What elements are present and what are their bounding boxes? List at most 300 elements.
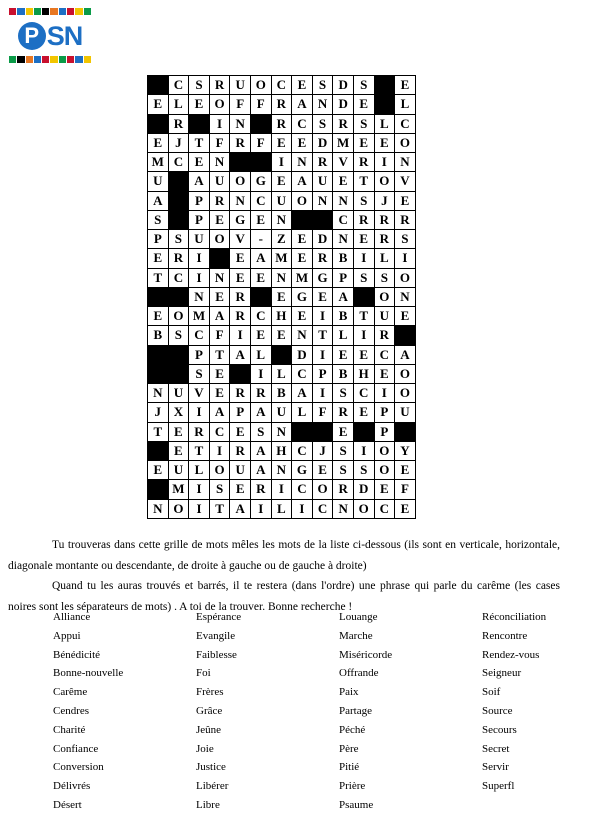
word-list-item: Jeûne — [196, 723, 222, 736]
grid-cell: L — [395, 95, 416, 114]
grid-cell: C — [169, 76, 190, 95]
signal-flag — [59, 8, 66, 15]
grid-cell: O — [395, 134, 416, 153]
grid-cell: A — [189, 172, 210, 191]
grid-cell: E — [230, 480, 251, 499]
grid-cell: E — [210, 211, 231, 230]
grid-cell: N — [148, 384, 169, 403]
grid-cell: F — [210, 326, 231, 345]
grid-cell: O — [230, 172, 251, 191]
grid-cell: I — [375, 153, 396, 172]
grid-cell: T — [354, 307, 375, 326]
grid-cell: T — [354, 172, 375, 191]
grid-cell: A — [210, 403, 231, 422]
grid-cell: N — [272, 461, 293, 480]
word-list-item: Père — [339, 742, 359, 755]
grid-cell: N — [272, 211, 293, 230]
grid-cell: R — [230, 307, 251, 326]
grid-cell: X — [169, 403, 190, 422]
grid-cell: R — [251, 384, 272, 403]
grid-cell: D — [333, 76, 354, 95]
grid-cell: O — [169, 500, 190, 519]
grid-cell: I — [272, 153, 293, 172]
grid-cell: I — [354, 326, 375, 345]
signal-flag — [84, 8, 91, 15]
word-list-item: Rendez-vous — [482, 648, 540, 661]
grid-cell: B — [148, 326, 169, 345]
grid-cell: I — [189, 480, 210, 499]
grid-cell: L — [375, 249, 396, 268]
grid-cell-black — [148, 76, 169, 95]
word-list-item: Superfl — [482, 780, 515, 793]
grid-cell: M — [292, 269, 313, 288]
grid-cell: E — [333, 172, 354, 191]
grid-cell-black — [292, 423, 313, 442]
grid-cell: E — [189, 95, 210, 114]
grid-cell: T — [148, 423, 169, 442]
grid-cell: O — [354, 500, 375, 519]
grid-cell: A — [251, 249, 272, 268]
grid-cell: O — [375, 442, 396, 461]
grid-cell: U — [395, 403, 416, 422]
grid-cell: R — [354, 211, 375, 230]
grid-cell: P — [375, 403, 396, 422]
word-list-item: Libre — [196, 798, 220, 811]
signal-flag — [50, 8, 57, 15]
word-list-item: Partage — [339, 704, 372, 717]
grid-cell: V — [189, 384, 210, 403]
grid-cell: O — [395, 269, 416, 288]
grid-cell: C — [292, 442, 313, 461]
grid-cell: V — [333, 153, 354, 172]
signal-flag — [42, 8, 49, 15]
grid-cell-black — [272, 346, 293, 365]
grid-cell: U — [169, 384, 190, 403]
word-list-item: Miséricorde — [339, 648, 393, 661]
grid-cell: E — [251, 326, 272, 345]
grid-cell: R — [272, 95, 293, 114]
grid-cell: E — [354, 346, 375, 365]
grid-cell: C — [251, 307, 272, 326]
grid-cell: O — [375, 288, 396, 307]
grid-cell: E — [169, 442, 190, 461]
grid-cell: E — [395, 500, 416, 519]
word-list-item: Prière — [339, 780, 366, 793]
grid-cell: S — [354, 269, 375, 288]
grid-cell: S — [251, 423, 272, 442]
grid-cell: A — [148, 192, 169, 211]
grid-cell: S — [375, 269, 396, 288]
signal-flag — [17, 56, 24, 63]
grid-cell: E — [375, 365, 396, 384]
grid-cell: I — [375, 384, 396, 403]
grid-cell: O — [210, 461, 231, 480]
grid-cell: R — [313, 153, 334, 172]
grid-cell: A — [251, 461, 272, 480]
grid-cell: G — [292, 288, 313, 307]
grid-cell: L — [272, 365, 293, 384]
grid-cell: N — [210, 269, 231, 288]
grid-cell: I — [230, 326, 251, 345]
grid-cell: H — [272, 442, 293, 461]
grid-cell-black — [313, 211, 334, 230]
grid-cell: I — [354, 249, 375, 268]
grid-cell: E — [333, 423, 354, 442]
grid-cell: P — [230, 403, 251, 422]
grid-cell: R — [210, 192, 231, 211]
signal-flag — [67, 56, 74, 63]
grid-cell: E — [395, 307, 416, 326]
grid-cell: I — [313, 307, 334, 326]
grid-cell: R — [251, 480, 272, 499]
logo-p-circle: P — [18, 22, 46, 50]
signal-flag — [26, 8, 33, 15]
grid-cell: R — [230, 288, 251, 307]
instructions — [8, 535, 560, 617]
grid-cell-black — [148, 115, 169, 134]
grid-cell: N — [395, 288, 416, 307]
grid-cell: C — [292, 480, 313, 499]
grid-cell: U — [272, 192, 293, 211]
signal-flag — [34, 56, 41, 63]
grid-cell: I — [395, 249, 416, 268]
word-list-item: Carême — [53, 686, 88, 699]
grid-cell: E — [210, 365, 231, 384]
grid-cell: R — [354, 153, 375, 172]
grid-cell: E — [375, 134, 396, 153]
grid-cell: S — [333, 442, 354, 461]
grid-cell: H — [354, 365, 375, 384]
signal-flag — [42, 56, 49, 63]
word-list-item: Seigneur — [482, 667, 522, 680]
grid-cell: O — [313, 480, 334, 499]
grid-cell: R — [189, 423, 210, 442]
grid-cell: C — [292, 365, 313, 384]
grid-cell: B — [272, 384, 293, 403]
grid-cell: E — [210, 288, 231, 307]
word-list-item: Espérance — [196, 611, 242, 623]
grid-cell: E — [395, 192, 416, 211]
grid-cell: E — [272, 172, 293, 191]
signal-flags-bottom — [9, 56, 91, 63]
grid-cell: S — [354, 192, 375, 211]
grid-cell: F — [210, 134, 231, 153]
grid-cell: M — [333, 134, 354, 153]
grid-cell: S — [169, 326, 190, 345]
word-list-item: Marche — [339, 629, 373, 642]
grid-cell: U — [313, 172, 334, 191]
word-list-item: Servir — [482, 761, 509, 774]
grid-cell: O — [375, 461, 396, 480]
word-list-item: Conversion — [53, 761, 104, 774]
word-list-item: Bonne-nouvelle — [53, 667, 124, 680]
word-list-item: Rencontre — [482, 629, 528, 642]
grid-cell: C — [169, 153, 190, 172]
grid-cell: A — [292, 95, 313, 114]
grid-cell: H — [272, 307, 293, 326]
grid-cell: I — [210, 442, 231, 461]
grid-cell-black — [189, 115, 210, 134]
grid-cell: A — [333, 288, 354, 307]
grid-cell: R — [375, 211, 396, 230]
grid-cell: N — [333, 500, 354, 519]
word-list-item: Grâce — [196, 704, 223, 717]
grid-cell: N — [292, 153, 313, 172]
grid-cell: U — [148, 172, 169, 191]
grid-cell: C — [375, 346, 396, 365]
grid-cell: S — [169, 230, 190, 249]
signal-flag — [34, 8, 41, 15]
grid-cell-black — [148, 365, 169, 384]
word-list-item: Paix — [339, 686, 359, 699]
grid-cell-black — [210, 249, 231, 268]
grid-cell: F — [230, 95, 251, 114]
grid-cell: U — [272, 403, 293, 422]
grid-cell: V — [395, 172, 416, 191]
signal-flag — [67, 8, 74, 15]
grid-cell-black — [354, 423, 375, 442]
grid-cell: E — [395, 461, 416, 480]
grid-cell: C — [395, 115, 416, 134]
word-list-item: Alliance — [53, 611, 91, 623]
grid-cell: R — [375, 326, 396, 345]
word-list — [53, 608, 600, 815]
grid-cell: I — [313, 346, 334, 365]
grid-cell: L — [169, 95, 190, 114]
word-list-item: Soif — [482, 686, 501, 699]
grid-cell: E — [292, 307, 313, 326]
grid-cell: C — [210, 423, 231, 442]
grid-cell: M — [272, 249, 293, 268]
grid-cell: P — [333, 269, 354, 288]
grid-cell: E — [230, 269, 251, 288]
grid-cell: C — [169, 269, 190, 288]
grid-cell: F — [313, 403, 334, 422]
word-list-item: Appui — [53, 629, 81, 642]
grid-cell: R — [333, 480, 354, 499]
grid-cell: E — [148, 134, 169, 153]
grid-cell: S — [333, 384, 354, 403]
word-list-item: Libérer — [196, 780, 229, 793]
grid-cell: D — [333, 95, 354, 114]
grid-cell: I — [189, 249, 210, 268]
grid-cell: E — [354, 95, 375, 114]
word-list-item: Offrande — [339, 667, 379, 680]
signal-flag — [59, 56, 66, 63]
grid-cell: S — [313, 115, 334, 134]
grid-cell: E — [210, 384, 231, 403]
grid-cell: E — [148, 249, 169, 268]
grid-cell: L — [333, 326, 354, 345]
grid-cell: E — [354, 230, 375, 249]
grid-cell: S — [354, 76, 375, 95]
grid-cell: A — [210, 307, 231, 326]
instructions-paragraph-1: Tu trouveras dans cette grille de mots mêles les mots de la liste ci-dessous (ils sont en verticale, horizontale, diagonale montante ou descendante, de droite à gauche ou de gauche à droite) — [8, 539, 560, 572]
grid-cell: U — [230, 461, 251, 480]
grid-cell: E — [354, 134, 375, 153]
grid-cell: N — [272, 269, 293, 288]
grid-cell: E — [313, 288, 334, 307]
grid-cell: P — [375, 423, 396, 442]
grid-cell: O — [395, 365, 416, 384]
word-search-grid — [147, 75, 416, 519]
grid-cell: E — [292, 249, 313, 268]
grid-cell: R — [230, 134, 251, 153]
grid-cell: N — [189, 288, 210, 307]
grid-cell: E — [148, 95, 169, 114]
grid-cell: S — [395, 230, 416, 249]
word-list-item: Joie — [196, 742, 214, 755]
grid-cell-black — [148, 288, 169, 307]
grid-cell: A — [292, 172, 313, 191]
grid-cell: R — [272, 115, 293, 134]
grid-cell: I — [189, 269, 210, 288]
grid-cell-black — [354, 288, 375, 307]
grid-cell-black — [251, 288, 272, 307]
grid-cell: I — [313, 384, 334, 403]
grid-cell: E — [333, 346, 354, 365]
grid-cell: B — [333, 365, 354, 384]
grid-cell: F — [395, 480, 416, 499]
psn-logo — [9, 8, 91, 64]
grid-cell: C — [375, 500, 396, 519]
grid-cell: S — [148, 211, 169, 230]
grid-cell: E — [292, 230, 313, 249]
instructions-paragraph-2: Quand tu les auras trouvés et barrés, il te restera (dans l'ordre) une phrase qui parle du carême (les cases noires sont les séparateurs de mots) . A toi de la trouver. Bonne recherche ! — [8, 580, 560, 613]
word-list-item — [482, 796, 600, 815]
grid-cell: E — [292, 76, 313, 95]
grid-cell: E — [189, 153, 210, 172]
grid-cell: J — [148, 403, 169, 422]
grid-cell-black — [169, 365, 190, 384]
grid-cell: E — [230, 249, 251, 268]
grid-cell-black — [375, 76, 396, 95]
grid-cell: T — [148, 269, 169, 288]
grid-cell-black — [169, 192, 190, 211]
grid-cell: C — [313, 500, 334, 519]
grid-cell: P — [148, 230, 169, 249]
grid-cell: P — [189, 192, 210, 211]
grid-cell: N — [230, 192, 251, 211]
grid-cell-black — [251, 153, 272, 172]
logo-sn-text: SN — [46, 20, 83, 51]
grid-cell: N — [313, 192, 334, 211]
grid-cell: N — [395, 153, 416, 172]
word-list-item: Frères — [196, 686, 224, 699]
word-list-item: Foi — [196, 667, 211, 680]
grid-cell: R — [169, 115, 190, 134]
grid-cell: S — [189, 76, 210, 95]
grid-cell: A — [230, 500, 251, 519]
grid-cell: L — [272, 500, 293, 519]
grid-cell: R — [169, 249, 190, 268]
grid-cell-black — [148, 480, 169, 499]
grid-cell: O — [169, 307, 190, 326]
grid-cell: C — [251, 192, 272, 211]
grid-cell: E — [169, 423, 190, 442]
grid-cell-black — [169, 346, 190, 365]
word-list-item: Péché — [339, 723, 366, 736]
grid-cell: R — [230, 442, 251, 461]
grid-cell: N — [148, 500, 169, 519]
grid-cell: C — [354, 384, 375, 403]
grid-cell: E — [354, 403, 375, 422]
grid-cell: T — [189, 134, 210, 153]
grid-cell: A — [251, 442, 272, 461]
grid-cell: N — [333, 192, 354, 211]
grid-cell: F — [251, 95, 272, 114]
grid-cell: E — [375, 480, 396, 499]
signal-flag — [84, 56, 91, 63]
word-list-item: Cendres — [53, 704, 90, 717]
grid-cell: M — [169, 480, 190, 499]
grid-cell: M — [189, 307, 210, 326]
word-list-item: Réconciliation — [482, 611, 547, 623]
grid-cell: P — [189, 346, 210, 365]
signal-flag — [26, 56, 33, 63]
grid-cell: - — [251, 230, 272, 249]
grid-cell: F — [251, 134, 272, 153]
grid-cell: U — [230, 76, 251, 95]
signal-flags-top — [9, 8, 91, 15]
grid-cell: S — [313, 76, 334, 95]
grid-cell: I — [251, 500, 272, 519]
grid-cell: E — [251, 269, 272, 288]
grid-cell: E — [251, 211, 272, 230]
grid-cell: G — [230, 211, 251, 230]
grid-cell: B — [333, 249, 354, 268]
grid-cell-black — [251, 115, 272, 134]
grid-cell-black — [169, 172, 190, 191]
grid-cell: L — [189, 461, 210, 480]
signal-flag — [50, 56, 57, 63]
grid-cell: G — [292, 461, 313, 480]
word-list-item: Charité — [53, 723, 86, 736]
grid-cell: D — [313, 230, 334, 249]
grid-cell: O — [210, 230, 231, 249]
grid-cell: L — [251, 346, 272, 365]
grid-cell: G — [251, 172, 272, 191]
grid-cell: G — [313, 269, 334, 288]
grid-cell: U — [169, 461, 190, 480]
grid-cell: E — [292, 134, 313, 153]
grid-cell: E — [395, 76, 416, 95]
grid-cell: P — [313, 365, 334, 384]
grid-cell-black — [313, 423, 334, 442]
grid-cell-black — [148, 442, 169, 461]
word-list-item: Délivrés — [53, 780, 91, 793]
grid-cell: V — [230, 230, 251, 249]
grid-cell: U — [375, 307, 396, 326]
grid-cell-black — [148, 346, 169, 365]
grid-cell: N — [230, 115, 251, 134]
grid-cell: O — [375, 172, 396, 191]
grid-cell: L — [375, 115, 396, 134]
grid-cell: J — [169, 134, 190, 153]
grid-cell: I — [292, 500, 313, 519]
grid-cell: N — [210, 153, 231, 172]
grid-cell-black — [375, 95, 396, 114]
grid-cell: I — [189, 500, 210, 519]
word-list-item: Psaume — [339, 798, 374, 811]
grid-cell: R — [395, 211, 416, 230]
grid-cell-black — [292, 211, 313, 230]
grid-cell: I — [354, 442, 375, 461]
grid-cell: D — [354, 480, 375, 499]
word-list-item: Secours — [482, 723, 517, 736]
grid-cell: C — [189, 326, 210, 345]
grid-cell: E — [148, 307, 169, 326]
